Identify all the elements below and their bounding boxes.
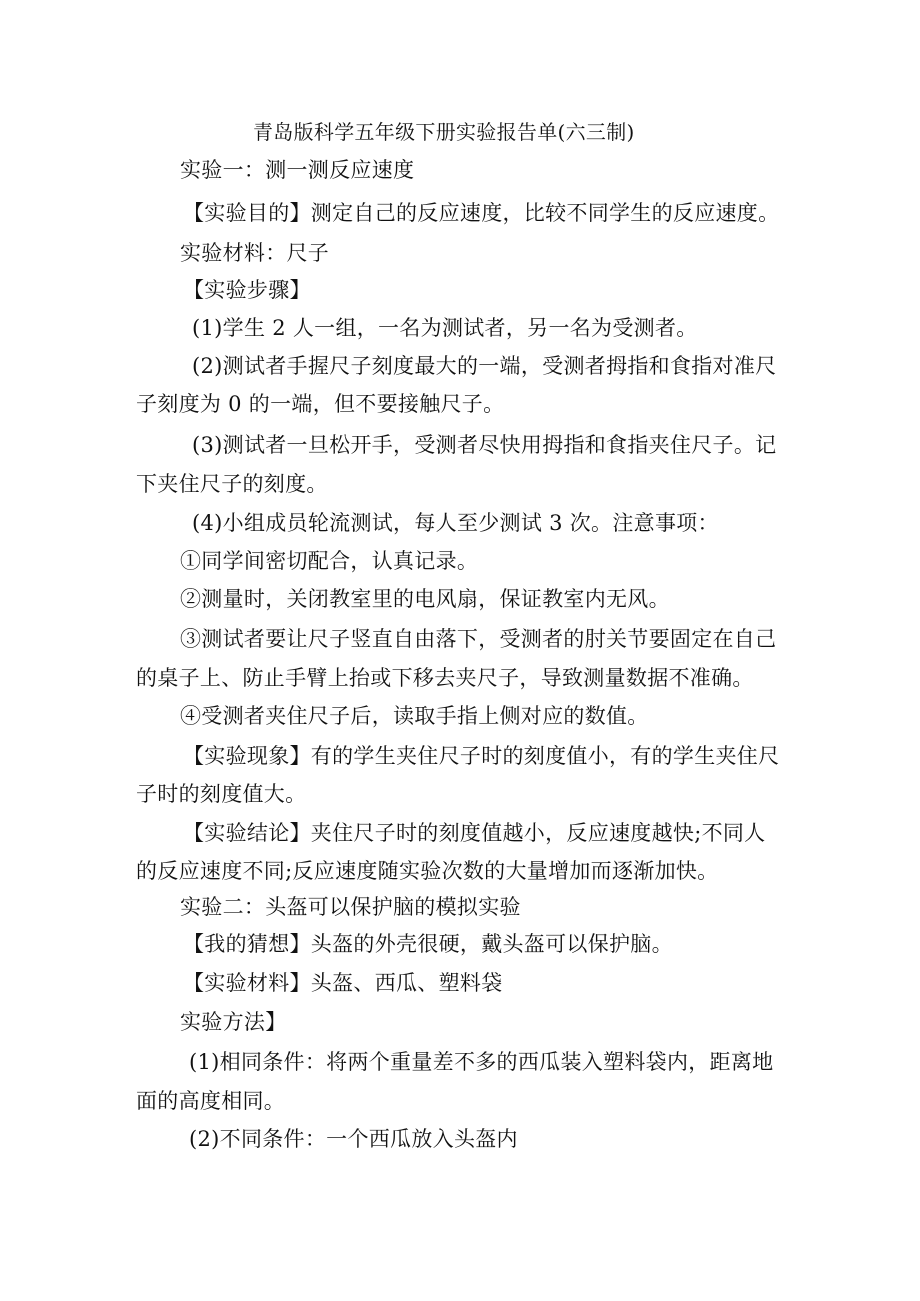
paragraph-line: (4)小组成员轮流测试，每人至少测试 3 次。注意事项：	[192, 511, 719, 535]
section-heading-experiment-2: 实验二：头盔可以保护脑的模拟实验	[180, 895, 521, 919]
paragraph-line: (2)测试者手握尺子刻度最大的一端，受测者拇指和食指对准尺	[192, 354, 777, 378]
paragraph-line: (1)学生 2 人一组，一名为测试者，另一名为受测者。	[192, 316, 698, 340]
paragraph-line: 【实验步骤】	[183, 278, 311, 302]
paragraph-line: ④受测者夹住尺子后，读取手指上侧对应的数值。	[180, 704, 649, 728]
paragraph-line: 实验方法】	[180, 1010, 287, 1034]
document-title: 青岛版科学五年级下册实验报告单(六三制)	[253, 120, 635, 144]
paragraph-line: 【实验目的】测定自己的反应速度，比较不同学生的反应速度。	[183, 201, 780, 225]
paragraph-line: ②测量时，关闭教室里的电风扇，保证教室内无风。	[180, 587, 670, 611]
paragraph-line: ③测试者要让尺子竖直自由落下，受测者的肘关节要固定在自己	[180, 627, 777, 651]
paragraph-line: ①同学间密切配合，认真记录。	[180, 549, 479, 573]
paragraph-line: 【我的猜想】头盔的外壳很硬，戴头盔可以保护脑。	[183, 932, 673, 956]
paragraph-line: 【实验结论】夹住尺子时的刻度值越小，反应速度越快;不同人	[183, 821, 766, 845]
paragraph-line: 的桌子上、防止手臂上抬或下移去夹尺子，导致测量数据不准确。	[136, 666, 754, 690]
paragraph-line: 的反应速度不同;反应速度随实验次数的大量增加而逐渐加快。	[136, 859, 719, 883]
paragraph-line: (1)相同条件：将两个重量差不多的西瓜装入塑料袋内，距离地	[189, 1050, 774, 1074]
paragraph-line: 子时的刻度值大。	[136, 782, 307, 806]
paragraph-line: (2)不同条件：一个西瓜放入头盔内	[189, 1127, 518, 1151]
paragraph-line: 面的高度相同。	[136, 1089, 286, 1113]
paragraph-line: 实验材料：尺子	[180, 241, 330, 265]
paragraph-line: 子刻度为 0 的一端，但不要接触尺子。	[136, 392, 505, 416]
paragraph-line: (3)测试者一旦松开手，受测者尽快用拇指和食指夹住尺子。记	[192, 433, 777, 457]
paragraph-line: 下夹住尺子的刻度。	[136, 472, 328, 496]
paragraph-line: 【实验现象】有的学生夹住尺子时的刻度值小，有的学生夹住尺	[183, 744, 780, 768]
section-heading-experiment-1: 实验一：测一测反应速度	[180, 158, 415, 182]
paragraph-line: 【实验材料】头盔、西瓜、塑料袋	[183, 971, 503, 995]
